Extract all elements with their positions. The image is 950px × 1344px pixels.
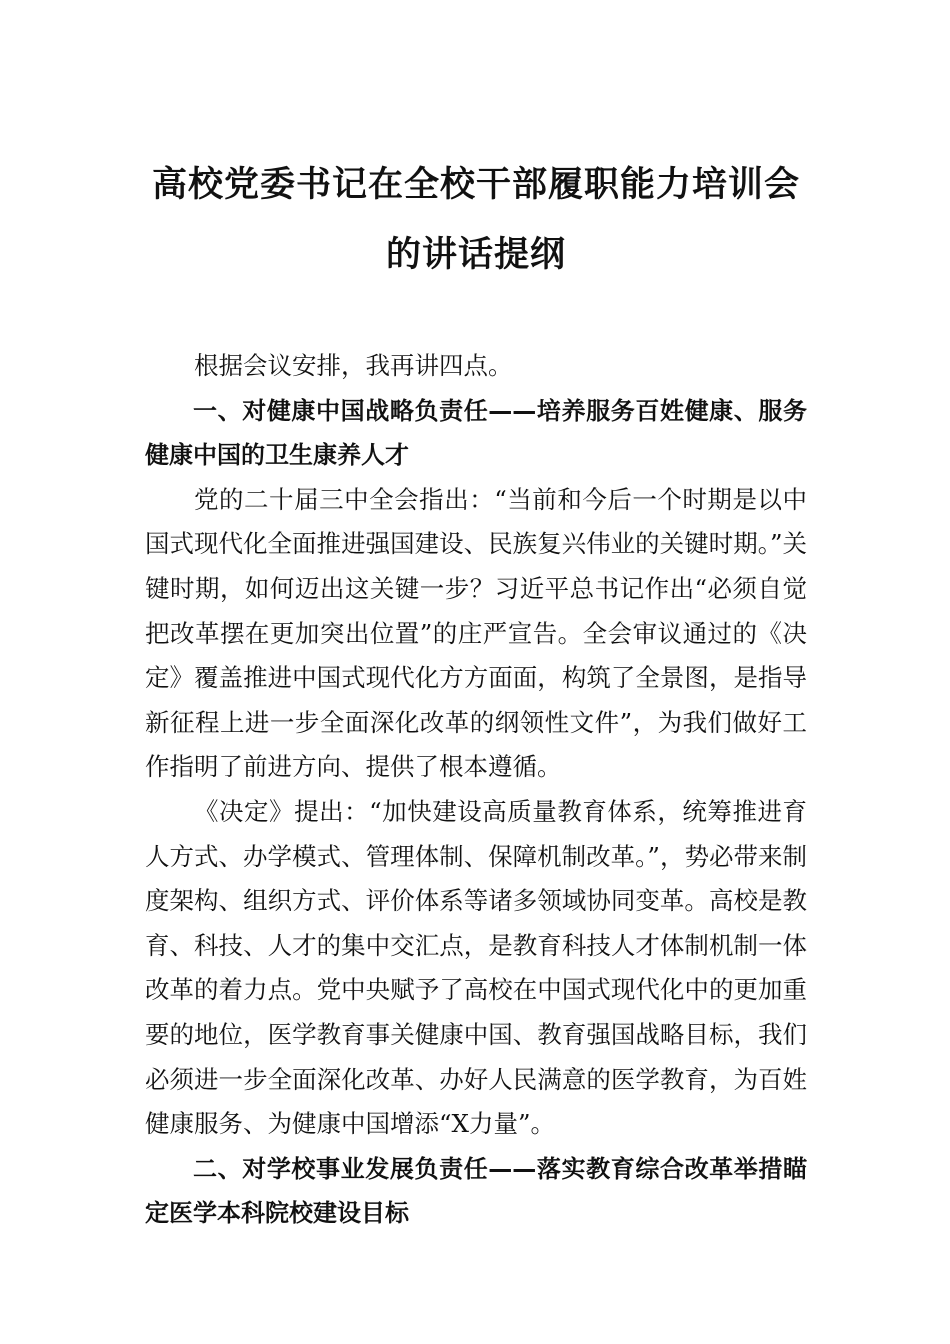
title-line-1: 高校党委书记在全校干部履职能力培训会 <box>151 164 800 205</box>
body-paragraph: 《决定》提出：“加快建设高质量教育体系，统筹推进育人方式、办学模式、管理体制、保障机制改革。”，势必带来制度架构、组织方式、评价体系等诸多领域协同变革。高校是教育、科技、人才的集中交汇点，是教育科技人才体制机制一体改革的着力点。党中央赋予了高校在中国式现代化中的更加重要的地位，医学教育事关健康中国、教育强国战略目标，我们必须进一步全面深化改革、办好人民满意的医学教育，为百姓健康服务、为健康中国增添“X力量”。 <box>145 796 807 1139</box>
document-title <box>145 150 807 290</box>
section-heading-1: 一、对健康中国战略负责任——培养服务百姓健康、服务健康中国的卫生康养人才 <box>145 396 807 470</box>
intro-paragraph: 根据会议安排，我再讲四点。 <box>194 351 513 380</box>
section-heading-2: 二、对学校事业发展负责任——落实教育综合改革举措瞄定医学本科院校建设目标 <box>145 1154 807 1228</box>
document-body <box>145 344 807 1236</box>
body-paragraph: 党的二十届三中全会指出：“当前和今后一个时期是以中国式现代化全面推进强国建设、民族复兴伟业的关键时期。”关键时期，如何迈出这关键一步？习近平总书记作出“必须自觉把改革摆在更加突出位置”的庄严宣告。全会审议通过的《决定》覆盖推进中国式现代化方方面面，构筑了全景图，是指导新征程上进一步全面深化改革的纲领性文件”，为我们做好工作指明了前进方向、提供了根本遵循。 <box>145 484 807 782</box>
title-line-2: 的讲话提纲 <box>385 234 566 275</box>
